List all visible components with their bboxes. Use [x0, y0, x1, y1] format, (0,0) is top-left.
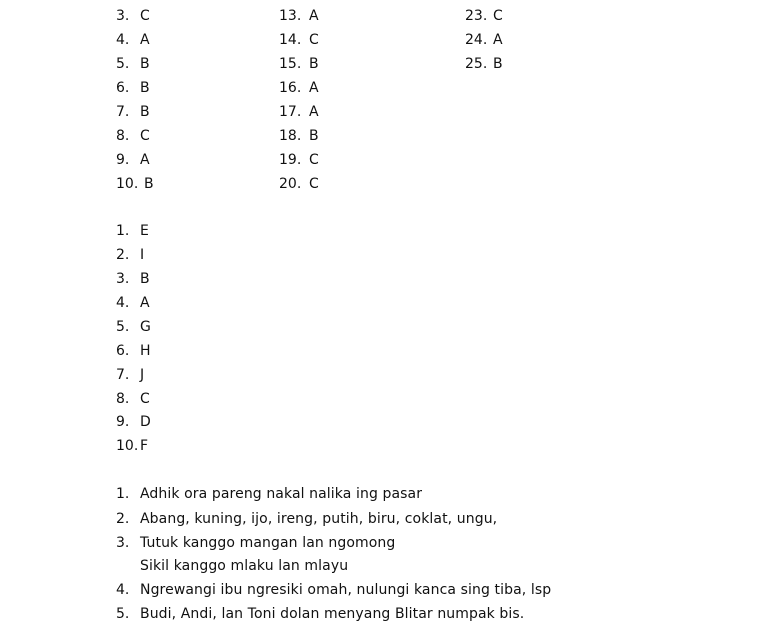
- item-answer: H: [140, 343, 151, 359]
- item-answer: Sikil kanggo mlaku lan mlayu: [140, 558, 349, 574]
- item-number: 4.: [116, 32, 130, 48]
- list-item: [465, 30, 503, 50]
- item-number: 4.: [116, 582, 130, 598]
- item-answer: D: [140, 414, 151, 430]
- item-answer: A: [140, 32, 150, 48]
- item-number: 16.: [279, 80, 302, 96]
- item-answer: Ngrewangi ibu ngresiki omah, nulungi kanca sing tiba, lsp: [140, 582, 552, 598]
- list-item: [116, 150, 150, 170]
- item-number: 10.: [116, 176, 139, 192]
- item-number: 3.: [116, 271, 130, 287]
- list-item: [116, 102, 150, 122]
- item-number: 8.: [116, 391, 130, 407]
- item-number: 8.: [116, 128, 130, 144]
- item-answer: C: [140, 128, 150, 144]
- item-number: 19.: [279, 152, 302, 168]
- item-answer: J: [140, 367, 145, 383]
- item-answer: C: [493, 8, 503, 24]
- list-item: [116, 580, 551, 600]
- list-item: [116, 126, 150, 146]
- item-number: 9.: [116, 152, 130, 168]
- item-number: 2.: [116, 511, 130, 527]
- item-answer: B: [144, 176, 154, 192]
- item-number: 3.: [116, 535, 130, 551]
- item-number: 23.: [465, 8, 488, 24]
- item-number: 1.: [116, 223, 130, 239]
- item-number: 15.: [279, 56, 302, 72]
- item-answer: B: [309, 128, 319, 144]
- item-answer: F: [140, 438, 149, 454]
- item-number: 25.: [465, 56, 488, 72]
- item-answer: C: [309, 176, 319, 192]
- item-answer: C: [140, 391, 150, 407]
- item-answer: A: [493, 32, 503, 48]
- list-item: [279, 126, 319, 146]
- list-item: [116, 221, 149, 241]
- item-answer: Tutuk kanggo mangan lan ngomong: [140, 535, 396, 551]
- item-number: 5.: [116, 606, 130, 622]
- list-item: [116, 245, 144, 265]
- item-answer: B: [140, 56, 150, 72]
- item-number: 5.: [116, 319, 130, 335]
- item-number: 7.: [116, 104, 130, 120]
- item-number: 5.: [116, 56, 130, 72]
- item-answer: G: [140, 319, 151, 335]
- item-number: 9.: [116, 414, 130, 430]
- item-answer: B: [140, 104, 150, 120]
- list-item: [116, 556, 348, 576]
- item-number: 6.: [116, 343, 130, 359]
- item-answer: A: [309, 104, 319, 120]
- item-answer: C: [309, 32, 319, 48]
- item-number: 17.: [279, 104, 302, 120]
- list-item: [116, 604, 524, 624]
- list-item: [116, 6, 150, 26]
- list-item: [116, 54, 150, 74]
- list-item: [279, 6, 319, 26]
- list-item: [279, 102, 319, 122]
- item-number: 13.: [279, 8, 302, 24]
- list-item: [116, 509, 497, 529]
- item-answer: B: [309, 56, 319, 72]
- item-number: 3.: [116, 8, 130, 24]
- item-answer: A: [140, 152, 150, 168]
- item-number: 4.: [116, 295, 130, 311]
- list-item: [279, 150, 319, 170]
- list-item: [116, 341, 151, 361]
- item-number: 14.: [279, 32, 302, 48]
- list-item: [116, 78, 150, 98]
- item-answer: Adhik ora pareng nakal nalika ing pasar: [140, 486, 423, 502]
- item-answer: A: [309, 8, 319, 24]
- list-item: [279, 30, 319, 50]
- item-number: 10.: [116, 438, 139, 454]
- list-item: [116, 30, 150, 50]
- item-answer: A: [309, 80, 319, 96]
- item-answer: Budi, Andi, lan Toni dolan menyang Blitar numpak bis.: [140, 606, 525, 622]
- list-item: [116, 317, 151, 337]
- list-item: [116, 436, 148, 456]
- list-item: [116, 389, 150, 409]
- list-item: [465, 6, 503, 26]
- list-item: [116, 484, 422, 504]
- item-answer: E: [140, 223, 149, 239]
- list-item: [116, 533, 395, 553]
- item-answer: B: [140, 271, 150, 287]
- list-item: [116, 174, 154, 194]
- item-number: 1.: [116, 486, 130, 502]
- list-item: [279, 174, 319, 194]
- list-item: [279, 54, 319, 74]
- item-number: 7.: [116, 367, 130, 383]
- item-answer: I: [140, 247, 145, 263]
- item-answer: Abang, kuning, ijo, ireng, putih, biru, coklat, ungu,: [140, 511, 498, 527]
- list-item: [279, 78, 319, 98]
- item-number: 18.: [279, 128, 302, 144]
- item-answer: C: [309, 152, 319, 168]
- list-item: [116, 365, 144, 385]
- list-item: [465, 54, 503, 74]
- list-item: [116, 293, 150, 313]
- item-answer: C: [140, 8, 150, 24]
- item-number: 2.: [116, 247, 130, 263]
- item-answer: B: [140, 80, 150, 96]
- item-number: 24.: [465, 32, 488, 48]
- item-number: 6.: [116, 80, 130, 96]
- item-number: 20.: [279, 176, 302, 192]
- list-item: [116, 269, 150, 289]
- list-item: [116, 412, 151, 432]
- item-answer: B: [493, 56, 503, 72]
- item-answer: A: [140, 295, 150, 311]
